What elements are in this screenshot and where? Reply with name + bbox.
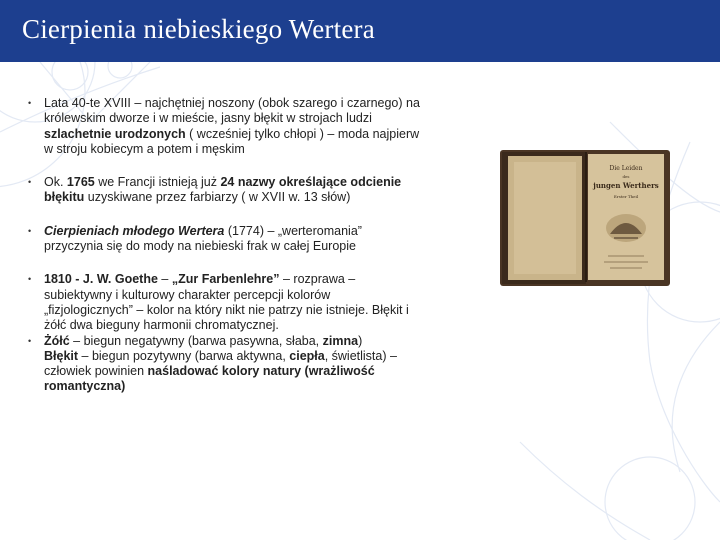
bullet-text-segment: (1774) – „werteromania” przyczynia się do mody na niebieski frak w całej Europie: [44, 223, 362, 254]
bullet-item: [26, 334, 421, 395]
bullet-text-segment: Cierpieniach młodego Wertera: [44, 223, 225, 238]
bullet-list: [26, 96, 421, 395]
bullet-text-segment: „Zur Farbenlehre”: [171, 272, 280, 287]
bullet-text: [44, 224, 362, 253]
bullet-text-segment: – biegun negatywny (barwa pasywna, słaba,: [69, 333, 323, 348]
title-bar: [0, 0, 720, 62]
bullet-text-segment: Żółć: [44, 333, 70, 348]
bullet-text-segment: , świetlista) – człowiek powinien: [44, 348, 397, 379]
bullet-text: [44, 96, 420, 156]
bullet-marker: •: [28, 274, 32, 285]
bullet-text-segment: ( wcześniej tylko chłopi ) – moda najpierw w stroju kobiecym a potem i męskim: [44, 126, 420, 156]
title-line-4: Erster Theil: [613, 194, 639, 199]
bullet-marker: •: [28, 177, 32, 188]
bullet-text-segment: 1810 - J. W. Goethe: [44, 272, 158, 287]
bullet-item: [26, 96, 421, 157]
bullet-item: [26, 224, 421, 255]
bullet-text: [44, 272, 409, 332]
book-photo: [500, 148, 670, 286]
bullet-text-segment: we Francji istnieją już: [94, 175, 221, 190]
title-line-3: jungen Werthers: [593, 181, 659, 190]
slide-title: Cierpienia niebieskiego Wertera: [22, 14, 375, 44]
bullet-marker: •: [28, 335, 32, 346]
bullet-text-segment: Błękit: [44, 348, 79, 363]
bullet-text-segment: –: [157, 272, 172, 287]
bullet-text-segment: ciepła: [289, 348, 325, 363]
bullet-text-segment: 1765: [66, 175, 95, 190]
bullet-text-segment: naśladować kolory natury (wrażliwość romantyczna): [44, 364, 375, 394]
bullet-text-segment: – biegun pozytywny (barwa aktywna,: [78, 348, 290, 363]
title-line-1: Die Leiden: [609, 165, 643, 172]
bullet-text-segment: zimna: [322, 333, 359, 348]
bullet-item: [26, 175, 421, 206]
left-page-inner: [514, 162, 576, 274]
bullet-marker: •: [28, 98, 32, 108]
bullet-text: [44, 175, 401, 204]
title-line-2: des: [622, 174, 630, 179]
bullet-text-segment: 24 nazwy określające odcienie błękitu: [44, 175, 402, 205]
bullet-text-segment: ): [358, 333, 363, 348]
bullet-text-segment: – rozprawa – subiektywny i kulturowy charakter percepcji kolorów „fizjologicznych” – kolor na który nikt nie patrzy nie istnieje. Błękit i żółć dwa bieguny harmonii chromatycznej.: [44, 272, 409, 333]
bullet-text-segment: szlachetnie urodzonych: [44, 126, 186, 141]
bullet-text-segment: Ok.: [44, 175, 67, 190]
bullet-item: [26, 272, 421, 333]
bullet-marker: •: [28, 225, 32, 236]
bullet-text-segment: uzyskiwane przez farbiarzy ( w XVII w. 13 słów): [84, 190, 351, 205]
vignette-illustration: [606, 214, 646, 242]
bullet-text: [44, 334, 397, 394]
bullet-text-segment: Lata 40-te XVIII – najchętniej noszony (obok szarego i czarnego) na królewskim dworze i w mieście, jasny błękit w strojach ludzi: [44, 96, 420, 126]
